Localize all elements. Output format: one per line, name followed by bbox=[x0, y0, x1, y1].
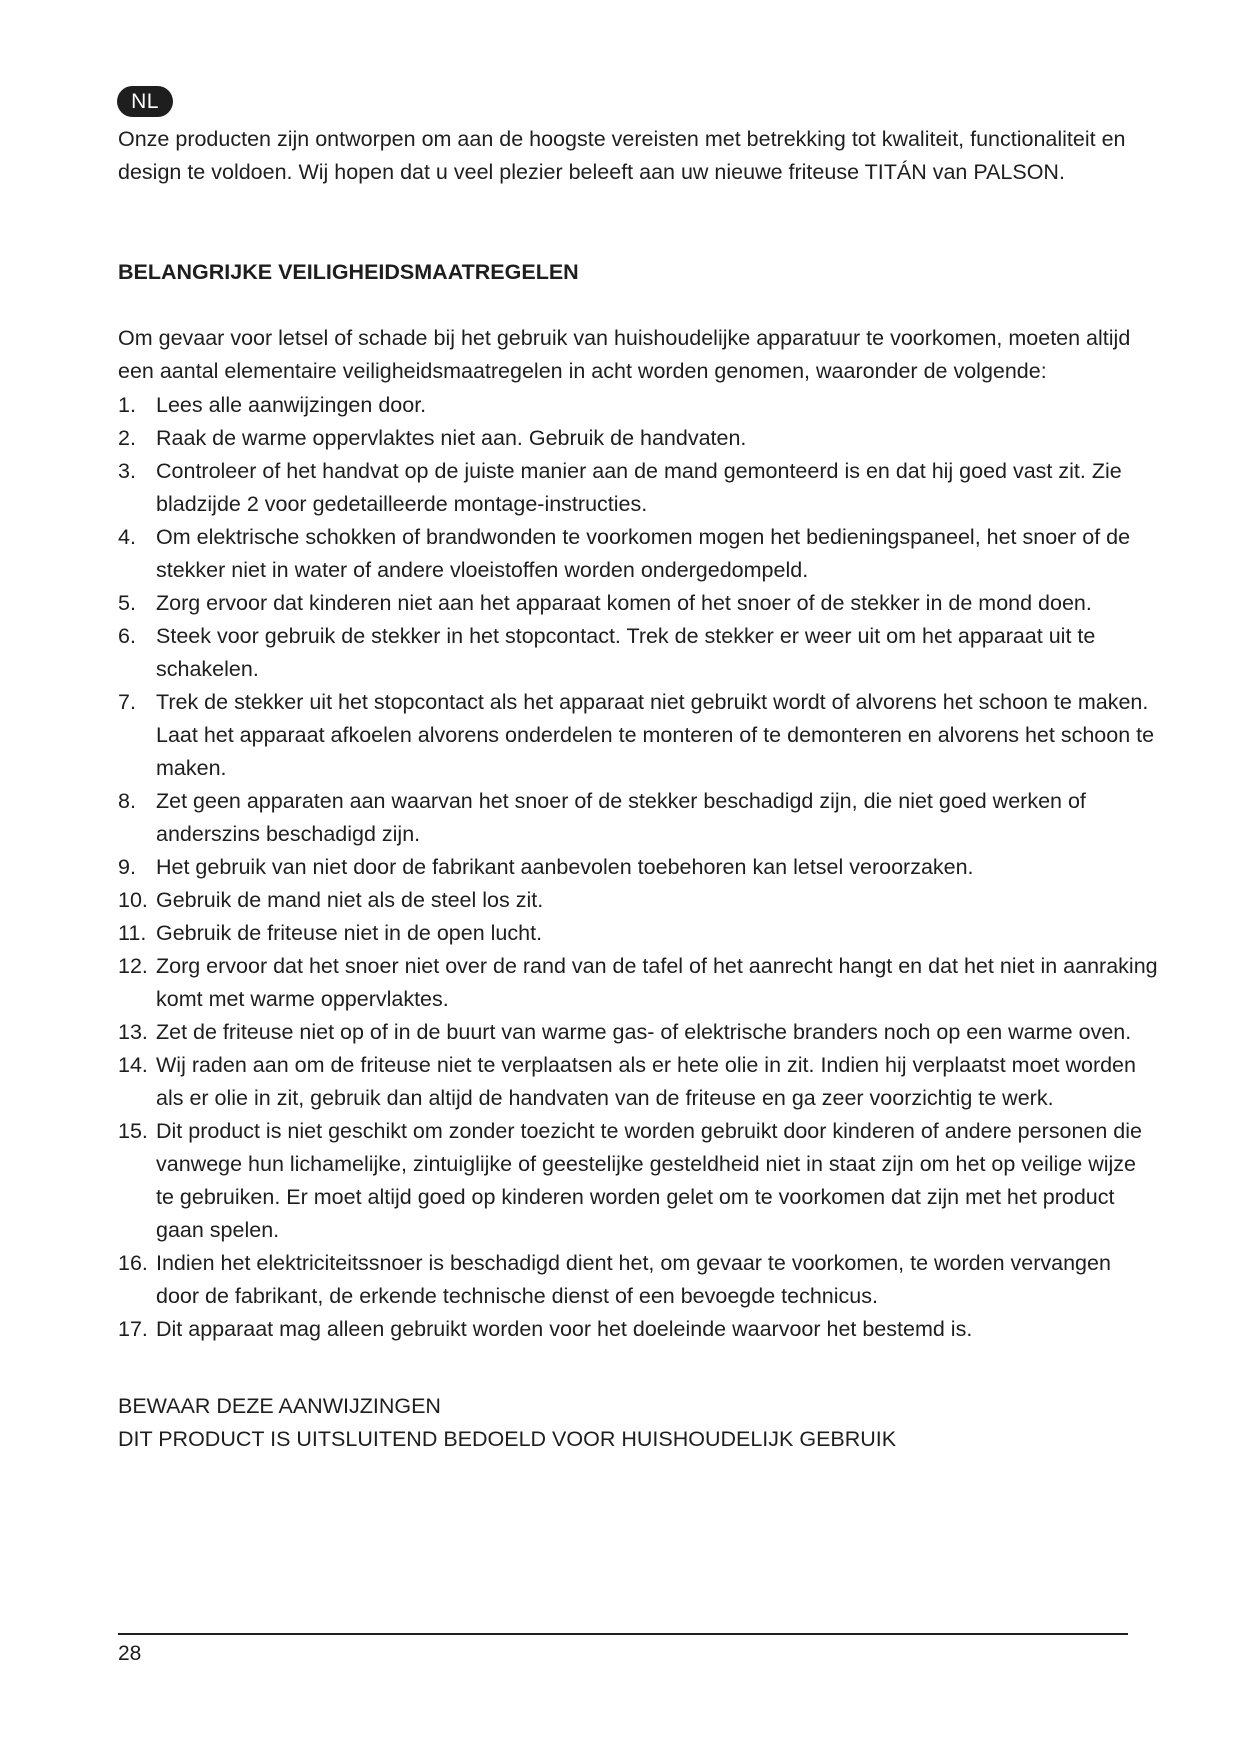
item-number: 13. bbox=[118, 1020, 148, 1044]
item-text: Raak de warme oppervlaktes niet aan. Gebruik de handvaten. bbox=[156, 426, 747, 450]
item-text: Het gebruik van niet door de fabrikant aanbevolen toebehoren kan letsel veroorzaken. bbox=[156, 855, 974, 879]
item-text: Controleer of het handvat op de juiste manier aan de mand gemonteerd is en dat hij goed vast zit. Zie bladzijde 2 voor gedetailleerde montage-instructies. bbox=[156, 459, 1122, 516]
item-text: Dit product is niet geschikt om zonder toezicht te worden gebruikt door kinderen of andere personen die vanwege hun lichamelijke, zintuiglijke of geestelijke gesteldheid niet in staat zijn om het op veilige wijze te gebruiken. Er moet altijd goed op kinderen worden gelet om te voorkomen dat zijn met het product gaan spelen. bbox=[156, 1119, 1142, 1242]
list-item bbox=[118, 1016, 1158, 1049]
item-number: 8. bbox=[118, 789, 136, 813]
list-item bbox=[118, 422, 1158, 455]
item-number: 10. bbox=[118, 888, 148, 912]
item-number: 2. bbox=[118, 426, 136, 450]
lead-paragraph: Om gevaar voor letsel of schade bij het gebruik van huishoudelijke apparatuur te voorkomen, moeten altijd een aantal elementaire veiligheidsmaatregelen in acht worden genomen, waaronder de volgende: bbox=[118, 326, 1131, 383]
page-number: 28 bbox=[118, 1642, 142, 1665]
list-item bbox=[118, 950, 1158, 1016]
item-text: Zorg ervoor dat kinderen niet aan het apparaat komen of het snoer of de stekker in de mond doen. bbox=[156, 591, 1092, 615]
intro-paragraph: Onze producten zijn ontworpen om aan de hoogste vereisten met betrekking tot kwaliteit, functionaliteit en design te voldoen. Wij hopen dat u veel plezier beleeft aan uw nieuwe friteuse TITÁN van PALSON. bbox=[118, 127, 1126, 184]
list-item bbox=[118, 686, 1158, 785]
item-number: 5. bbox=[118, 591, 136, 615]
section-heading: BELANGRIJKE VEILIGHEIDSMAATREGELEN bbox=[118, 260, 579, 284]
list-item bbox=[118, 1049, 1158, 1115]
item-number: 17. bbox=[118, 1317, 148, 1341]
item-text: Indien het elektriciteitssnoer is beschadigd dient het, om gevaar te voorkomen, te worden vervangen door de fabrikant, de erkende technische dienst of een bevoegde technicus. bbox=[156, 1251, 1111, 1308]
language-badge: NL bbox=[117, 86, 173, 117]
list-item bbox=[118, 587, 1158, 620]
item-text: Steek voor gebruik de stekker in het stopcontact. Trek de stekker er weer uit om het apparaat uit te schakelen. bbox=[156, 624, 1096, 681]
item-text: Trek de stekker uit het stopcontact als het apparaat niet gebruikt wordt of alvorens het schoon te maken. Laat het apparaat afkoelen alvorens onderdelen te monteren of te demonteren en alvorens het schoon te maken. bbox=[156, 690, 1155, 780]
item-number: 4. bbox=[118, 525, 136, 549]
item-number: 3. bbox=[118, 459, 136, 483]
list-item bbox=[118, 620, 1158, 686]
item-text: Zet geen apparaten aan waarvan het snoer of de stekker beschadigd zijn, die niet goed werken of anderszins beschadigd zijn. bbox=[156, 789, 1086, 846]
list-item bbox=[118, 1313, 1158, 1346]
item-number: 16. bbox=[118, 1251, 148, 1275]
safety-rules-list bbox=[118, 389, 1158, 1346]
item-text: Om elektrische schokken of brandwonden te voorkomen mogen het bedieningspaneel, het snoer of de stekker niet in water of andere vloeistoffen worden ondergedompeld. bbox=[156, 525, 1131, 582]
item-text: Zorg ervoor dat het snoer niet over de rand van de tafel of het aanrecht hangt en dat het niet in aanraking komt met warme oppervlaktes. bbox=[156, 954, 1158, 1011]
household-use-note: DIT PRODUCT IS UITSLUITEND BEDOELD VOOR HUISHOUDELIJK GEBRUIK bbox=[118, 1427, 897, 1451]
item-number: 14. bbox=[118, 1053, 148, 1077]
list-item bbox=[118, 785, 1158, 851]
list-item bbox=[118, 1115, 1158, 1247]
item-number: 6. bbox=[118, 624, 136, 648]
list-item bbox=[118, 455, 1158, 521]
item-text: Gebruik de mand niet als de steel los zit. bbox=[156, 888, 544, 912]
list-item bbox=[118, 521, 1158, 587]
list-item bbox=[118, 389, 1158, 422]
keep-instructions-note: BEWAAR DEZE AANWIJZINGEN bbox=[118, 1394, 441, 1418]
closing-notes bbox=[118, 1390, 896, 1456]
item-number: 9. bbox=[118, 855, 136, 879]
item-number: 12. bbox=[118, 954, 148, 978]
list-item bbox=[118, 851, 1158, 884]
item-number: 15. bbox=[118, 1119, 148, 1143]
item-number: 7. bbox=[118, 690, 136, 714]
item-text: Dit apparaat mag alleen gebruikt worden voor het doeleinde waarvoor het bestemd is. bbox=[156, 1317, 973, 1341]
item-number: 1. bbox=[118, 393, 136, 417]
list-item bbox=[118, 884, 1158, 917]
item-text: Gebruik de friteuse niet in de open lucht. bbox=[156, 921, 543, 945]
list-item bbox=[118, 917, 1158, 950]
item-text: Wij raden aan om de friteuse niet te verplaatsen als er hete olie in zit. Indien hij verplaatst moet worden als er olie in zit, gebruik dan altijd de handvaten van de friteuse en ga zeer voorzichtig te werk. bbox=[156, 1053, 1136, 1110]
item-number: 11. bbox=[118, 921, 147, 945]
item-text: Zet de friteuse niet op of in de buurt van warme gas- of elektrische branders noch op een warme oven. bbox=[156, 1020, 1132, 1044]
list-item bbox=[118, 1247, 1158, 1313]
footer-divider bbox=[118, 1633, 1128, 1635]
item-text: Lees alle aanwijzingen door. bbox=[156, 393, 427, 417]
